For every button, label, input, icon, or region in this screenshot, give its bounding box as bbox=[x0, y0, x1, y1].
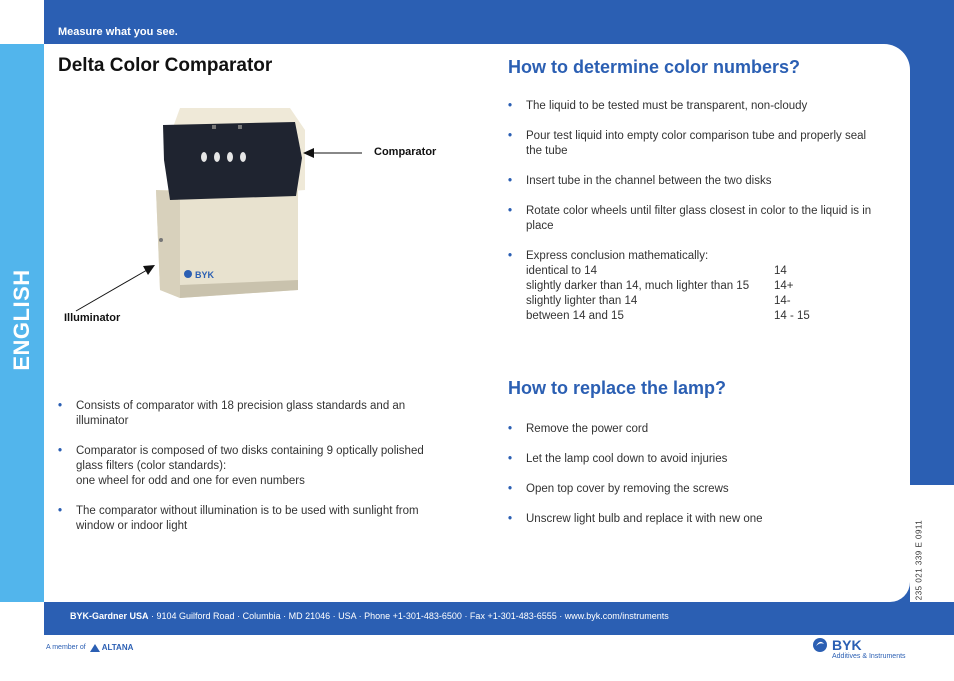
tagline: Measure what you see. bbox=[58, 26, 178, 38]
section-title-replace-lamp: How to replace the lamp? bbox=[508, 378, 727, 398]
conclusion-condition: identical to 14 bbox=[526, 265, 597, 277]
altana-wordmark: ALTANA bbox=[101, 643, 134, 652]
list-item: • Remove the power cord bbox=[508, 422, 878, 437]
list-item: • Open top cover by removing the screws bbox=[508, 482, 878, 497]
conclusion-result: 14 - 15 bbox=[774, 310, 810, 322]
list-item: • Consists of comparator with 18 precision glass standards and an illuminator bbox=[58, 399, 448, 429]
conclusion-row bbox=[526, 294, 878, 309]
comparator-photo bbox=[120, 100, 340, 325]
list-item-extra: one wheel for odd and one for even numbers bbox=[76, 475, 305, 487]
footer-company: BYK-Gardner USA bbox=[70, 611, 149, 621]
list-item: • The liquid to be tested must be transparent, non-cloudy bbox=[508, 99, 878, 114]
footer-address-text: · 9104 Guilford Road · Columbia · MD 21046 · USA · Phone +1-301-483-6500 · Fax +1-301-483-6555 · www.byk.com/instruments bbox=[148, 611, 669, 621]
list-item: • Insert tube in the channel between the two disks bbox=[508, 174, 878, 189]
list-item bbox=[58, 444, 448, 489]
svg-text:BYK: BYK bbox=[195, 270, 215, 280]
list-item: • Let the lamp cool down to avoid injuries bbox=[508, 452, 878, 467]
conclusion-condition: between 14 and 15 bbox=[526, 310, 624, 322]
conclusion-condition: slightly darker than 14, much lighter than 15 bbox=[526, 280, 750, 292]
list-item-text: Comparator is composed of two disks containing 9 optically polished glass filters (color standards): bbox=[76, 445, 424, 472]
list-item-text: Express conclusion mathematically: bbox=[526, 250, 709, 262]
list-item: • Pour test liquid into empty color comparison tube and properly seal the tube bbox=[508, 129, 878, 159]
conclusion-row bbox=[526, 309, 878, 324]
altana-icon bbox=[90, 644, 100, 652]
altana-logo bbox=[90, 643, 134, 652]
footer-address bbox=[70, 611, 669, 621]
section-title-color-numbers: How to determine color numbers? bbox=[508, 57, 801, 77]
comparator-callout: Comparator bbox=[374, 146, 437, 158]
byk-subtitle: Additives & Instruments bbox=[832, 653, 906, 660]
product-title: Delta Color Comparator bbox=[58, 55, 273, 76]
list-item bbox=[508, 249, 878, 324]
features-list bbox=[58, 399, 448, 549]
list-item: • Unscrew light bulb and replace it with new one bbox=[508, 512, 878, 527]
language-label: ENGLISH bbox=[9, 269, 34, 371]
list-item: • Rotate color wheels until filter glass closest in color to the liquid is in place bbox=[508, 204, 878, 234]
conclusion-row bbox=[526, 279, 878, 294]
conclusion-result: 14+ bbox=[774, 280, 794, 292]
conclusion-result: 14- bbox=[774, 295, 791, 307]
color-numbers-steps bbox=[508, 99, 878, 339]
member-of bbox=[46, 643, 133, 652]
replace-lamp-steps bbox=[508, 422, 878, 542]
conclusion-table bbox=[526, 264, 878, 324]
illuminator-callout: Illuminator bbox=[64, 312, 121, 324]
byk-icon bbox=[812, 637, 828, 653]
byk-logo bbox=[812, 637, 862, 653]
byk-wordmark: BYK bbox=[832, 637, 862, 653]
conclusion-condition: slightly lighter than 14 bbox=[526, 295, 638, 307]
conclusion-row bbox=[526, 264, 878, 279]
document-number: 235 021 339 E 0911 bbox=[914, 519, 924, 601]
comparator-disk-panel bbox=[163, 122, 302, 200]
conclusion-result: 14 bbox=[774, 265, 787, 277]
member-of-text: A member of bbox=[46, 644, 86, 651]
list-item: • The comparator without illumination is to be used with sunlight from window or indoor light bbox=[58, 504, 448, 534]
